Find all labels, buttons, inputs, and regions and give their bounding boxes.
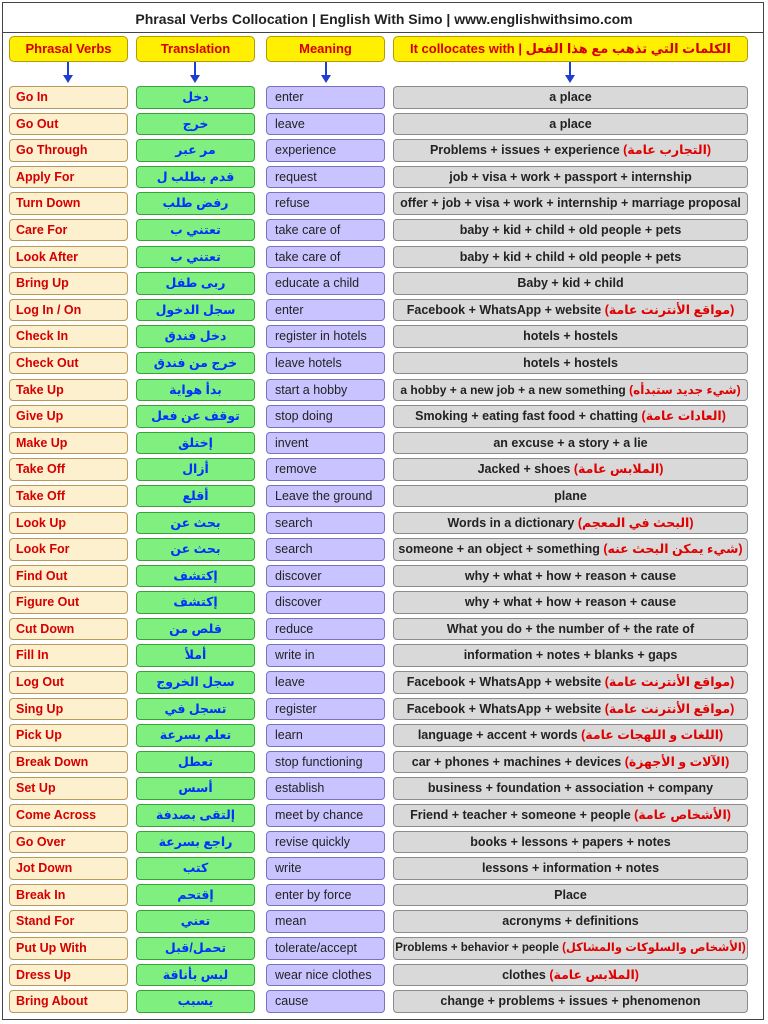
- translation-cell: كتب: [136, 857, 255, 880]
- translation-cell: راجع بسرعة: [136, 831, 255, 854]
- translation-cell: إلتقى بصدفة: [136, 804, 255, 827]
- arrow-down-icon: [62, 62, 74, 84]
- collocation-cell: [393, 272, 748, 295]
- translation-cell: بدأ هواية: [136, 379, 255, 402]
- table-row: [0, 430, 768, 457]
- translation-cell: يسبب: [136, 990, 255, 1013]
- phrasal-verb-cell: Apply For: [9, 166, 128, 189]
- phrasal-verb-cell: Log In / On: [9, 299, 128, 322]
- collocation-cell: [393, 246, 748, 269]
- arabic-note: (مواقع الأنترنت عامة): [601, 701, 735, 716]
- collocation-text: lessons + information + notes: [481, 861, 660, 876]
- meaning-cell: invent: [266, 432, 385, 455]
- meaning-cell: meet by chance: [266, 804, 385, 827]
- collocation-cell: [393, 538, 748, 561]
- collocation-text: Place: [554, 887, 587, 902]
- phrasal-verb-cell: Jot Down: [9, 857, 128, 880]
- translation-cell: أزال: [136, 458, 255, 481]
- collocation-cell: [393, 432, 748, 455]
- collocation-cell: [393, 219, 748, 242]
- phrasal-verb-cell: Go In: [9, 86, 128, 109]
- collocation-text: baby + kid + child + old people + pets: [459, 222, 682, 237]
- meaning-cell: register: [266, 698, 385, 721]
- phrasal-verb-cell: Break In: [9, 884, 128, 907]
- table-row: [0, 882, 768, 909]
- translation-cell: إكتشف: [136, 565, 255, 588]
- phrasal-verb-cell: Break Down: [9, 751, 128, 774]
- header-translation: Translation: [136, 36, 255, 62]
- collocation-text: Jacked + shoes: [477, 462, 571, 477]
- arabic-note: (التجارب عامة): [619, 143, 712, 158]
- arabic-note: (مواقع الأنترنت عامة): [601, 302, 735, 317]
- phrasal-verb-cell: Check Out: [9, 352, 128, 375]
- collocation-cell: [393, 990, 748, 1013]
- collocation-text: hotels + hostels: [523, 329, 618, 344]
- meaning-cell: establish: [266, 777, 385, 800]
- meaning-cell: leave hotels: [266, 352, 385, 375]
- phrasal-verb-cell: Make Up: [9, 432, 128, 455]
- collocation-text: Words in a dictionary: [447, 515, 575, 530]
- collocation-cell: [393, 724, 748, 747]
- meaning-cell: search: [266, 538, 385, 561]
- translation-cell: تعني: [136, 910, 255, 933]
- translation-cell: دخل فندق: [136, 325, 255, 348]
- meaning-cell: cause: [266, 990, 385, 1013]
- table-row: [0, 164, 768, 191]
- arrow-down-icon: [564, 62, 576, 84]
- table-row: [0, 350, 768, 377]
- phrasal-verb-cell: Take Off: [9, 485, 128, 508]
- translation-cell: إقتحم: [136, 884, 255, 907]
- table-row: [0, 483, 768, 510]
- table-row: [0, 642, 768, 669]
- table-row: [0, 536, 768, 563]
- phrasal-verb-cell: Bring Up: [9, 272, 128, 295]
- phrasal-verb-cell: Check In: [9, 325, 128, 348]
- collocation-cell: [393, 139, 748, 162]
- meaning-cell: mean: [266, 910, 385, 933]
- table-row: [0, 908, 768, 935]
- collocation-cell: [393, 192, 748, 215]
- arabic-note: (الملابس عامة): [545, 967, 639, 982]
- collocation-text: Facebook + WhatsApp + website: [406, 701, 602, 716]
- phrasal-verb-cell: Come Across: [9, 804, 128, 827]
- collocation-text: Facebook + WhatsApp + website: [406, 675, 602, 690]
- title-divider: [2, 32, 764, 33]
- arabic-note: (الآلات و الأجهزة): [621, 754, 730, 769]
- collocation-cell: [393, 325, 748, 348]
- translation-cell: تعتني ب: [136, 246, 255, 269]
- table-row: [0, 563, 768, 590]
- collocation-text: change + problems + issues + phenomenon: [440, 994, 701, 1009]
- translation-cell: تعلم بسرعة: [136, 724, 255, 747]
- translation-cell: بحث عن: [136, 512, 255, 535]
- collocation-cell: [393, 166, 748, 189]
- collocation-cell: [393, 831, 748, 854]
- phrasal-verb-cell: Dress Up: [9, 964, 128, 987]
- table-row: [0, 749, 768, 776]
- collocation-text: offer + job + visa + work + internship + marriage proposal: [400, 196, 741, 211]
- collocation-text: information + notes + blanks + gaps: [463, 648, 678, 663]
- table-row: [0, 217, 768, 244]
- table-row: [0, 137, 768, 164]
- meaning-cell: request: [266, 166, 385, 189]
- collocation-text: an excuse + a story + a lie: [493, 435, 648, 450]
- collocation-cell: [393, 777, 748, 800]
- translation-cell: تعتني ب: [136, 219, 255, 242]
- translation-cell: خرج: [136, 113, 255, 136]
- meaning-cell: discover: [266, 591, 385, 614]
- phrasal-verb-cell: Go Through: [9, 139, 128, 162]
- header-collocates: It collocates with | الكلمات التي تذهب مع هذا الفعل: [393, 36, 748, 62]
- phrasal-verb-cell: Take Off: [9, 458, 128, 481]
- phrasal-verb-cell: Figure Out: [9, 591, 128, 614]
- meaning-cell: register in hotels: [266, 325, 385, 348]
- meaning-cell: wear nice clothes: [266, 964, 385, 987]
- table-row: [0, 84, 768, 111]
- collocation-text: plane: [554, 488, 587, 503]
- collocation-text: hotels + hostels: [523, 355, 618, 370]
- translation-cell: أقلع: [136, 485, 255, 508]
- collocation-cell: [393, 884, 748, 907]
- meaning-cell: discover: [266, 565, 385, 588]
- meaning-cell: enter by force: [266, 884, 385, 907]
- phrasal-verb-cell: Stand For: [9, 910, 128, 933]
- meaning-cell: stop functioning: [266, 751, 385, 774]
- table-row: [0, 722, 768, 749]
- translation-cell: أملأ: [136, 644, 255, 667]
- collocation-text: Friend + teacher + someone + people: [410, 808, 631, 823]
- arabic-note: (اللغات و اللهجات عامة): [577, 728, 724, 743]
- table-row: [0, 589, 768, 616]
- table-row: [0, 935, 768, 962]
- translation-cell: سجل الدخول: [136, 299, 255, 322]
- translation-cell: قدم بطلب ل: [136, 166, 255, 189]
- meaning-cell: stop doing: [266, 405, 385, 428]
- meaning-cell: revise quickly: [266, 831, 385, 854]
- collocation-cell: [393, 804, 748, 827]
- phrasal-verb-cell: Cut Down: [9, 618, 128, 641]
- collocation-cell: [393, 618, 748, 641]
- arabic-note: (مواقع الأنترنت عامة): [601, 675, 735, 690]
- collocation-text: why + what + how + reason + cause: [464, 595, 677, 610]
- collocation-cell: [393, 591, 748, 614]
- translation-cell: إكتشف: [136, 591, 255, 614]
- meaning-cell: tolerate/accept: [266, 937, 385, 960]
- collocation-text: Smoking + eating fast food + chatting: [415, 409, 639, 424]
- arrow-down-icon: [189, 62, 201, 84]
- translation-cell: بحث عن: [136, 538, 255, 561]
- arabic-note: (العادات عامة): [638, 409, 726, 424]
- collocation-cell: [393, 352, 748, 375]
- phrasal-verb-cell: Care For: [9, 219, 128, 242]
- table-row: [0, 403, 768, 430]
- collocation-cell: [393, 458, 748, 481]
- translation-cell: إختلق: [136, 432, 255, 455]
- collocation-cell: [393, 379, 748, 402]
- translation-cell: قلص من: [136, 618, 255, 641]
- translation-cell: رفض طلب: [136, 192, 255, 215]
- phrasal-verb-cell: Put Up With: [9, 937, 128, 960]
- table-row: [0, 377, 768, 404]
- collocation-cell: [393, 698, 748, 721]
- translation-cell: سجل الخروج: [136, 671, 255, 694]
- translation-cell: لبس بأناقة: [136, 964, 255, 987]
- phrasal-verb-cell: Give Up: [9, 405, 128, 428]
- phrasal-verb-cell: Look For: [9, 538, 128, 561]
- phrasal-verb-cell: Look After: [9, 246, 128, 269]
- collocation-cell: [393, 299, 748, 322]
- collocation-cell: [393, 512, 748, 535]
- arabic-note: (الأشخاص والسلوكات والمشاكل): [558, 942, 746, 954]
- collocation-text: car + phones + machines + devices: [411, 754, 622, 769]
- translation-cell: ربى طفل: [136, 272, 255, 295]
- header-meaning: Meaning: [266, 36, 385, 62]
- collocation-cell: [393, 113, 748, 136]
- collocation-text: someone + an object + something: [398, 542, 600, 557]
- collocation-text: books + lessons + papers + notes: [470, 834, 671, 849]
- arabic-note: (البحث في المعجم): [574, 515, 694, 530]
- table-row: [0, 829, 768, 856]
- phrasal-verb-cell: Bring About: [9, 990, 128, 1013]
- meaning-cell: educate a child: [266, 272, 385, 295]
- meaning-cell: leave: [266, 113, 385, 136]
- arabic-note: (الأشخاص عامة): [630, 808, 731, 823]
- table-row: [0, 988, 768, 1015]
- collocation-text: business + foundation + association + company: [427, 781, 714, 796]
- meaning-cell: enter: [266, 299, 385, 322]
- translation-cell: خرج من فندق: [136, 352, 255, 375]
- collocation-text: What you do + the number of + the rate of: [446, 621, 695, 636]
- collocation-cell: [393, 751, 748, 774]
- phrasal-verb-cell: Sing Up: [9, 698, 128, 721]
- collocation-text: acronyms + definitions: [502, 914, 639, 929]
- collocation-text: Problems + issues + experience: [429, 143, 620, 158]
- arabic-note: (شيء جديد ستبدأه): [625, 382, 741, 397]
- translation-cell: دخل: [136, 86, 255, 109]
- translation-cell: أسس: [136, 777, 255, 800]
- arabic-note: (شيء يمكن البحث عنه): [599, 542, 743, 557]
- table-row: [0, 669, 768, 696]
- header-phrasal-verbs: Phrasal Verbs: [9, 36, 128, 62]
- collocation-cell: [393, 405, 748, 428]
- table-row: [0, 323, 768, 350]
- meaning-cell: write: [266, 857, 385, 880]
- meaning-cell: take care of: [266, 219, 385, 242]
- collocation-text: language + accent + words: [417, 728, 578, 743]
- table-row: [0, 190, 768, 217]
- meaning-cell: refuse: [266, 192, 385, 215]
- table-row: [0, 962, 768, 989]
- collocation-cell: [393, 86, 748, 109]
- collocation-cell: [393, 937, 748, 960]
- meaning-cell: take care of: [266, 246, 385, 269]
- phrasal-verb-cell: Fill In: [9, 644, 128, 667]
- collocation-cell: [393, 857, 748, 880]
- collocation-text: a place: [549, 116, 592, 131]
- meaning-cell: experience: [266, 139, 385, 162]
- arrow-down-icon: [320, 62, 332, 84]
- collocation-cell: [393, 671, 748, 694]
- table-row: [0, 111, 768, 138]
- collocation-cell: [393, 644, 748, 667]
- collocation-text: baby + kid + child + old people + pets: [459, 249, 682, 264]
- meaning-cell: write in: [266, 644, 385, 667]
- phrasal-verb-cell: Pick Up: [9, 724, 128, 747]
- translation-cell: توقف عن فعل: [136, 405, 255, 428]
- meaning-cell: remove: [266, 458, 385, 481]
- collocation-text: why + what + how + reason + cause: [464, 568, 677, 583]
- collocation-text: job + visa + work + passport + internship: [449, 169, 692, 184]
- translation-cell: تعطل: [136, 751, 255, 774]
- meaning-cell: search: [266, 512, 385, 535]
- phrasal-verb-cell: Look Up: [9, 512, 128, 535]
- collocation-cell: [393, 565, 748, 588]
- meaning-cell: reduce: [266, 618, 385, 641]
- phrasal-verb-cell: Log Out: [9, 671, 128, 694]
- meaning-cell: enter: [266, 86, 385, 109]
- phrasal-verb-cell: Go Over: [9, 831, 128, 854]
- phrasal-verb-cell: Take Up: [9, 379, 128, 402]
- translation-cell: تحمل/قبل: [136, 937, 255, 960]
- collocation-text: Baby + kid + child: [517, 276, 624, 291]
- collocation-cell: [393, 485, 748, 508]
- table-row: [0, 297, 768, 324]
- table-row: [0, 244, 768, 271]
- table-row: [0, 456, 768, 483]
- phrasal-verb-cell: Set Up: [9, 777, 128, 800]
- collocation-cell: [393, 964, 748, 987]
- meaning-cell: leave: [266, 671, 385, 694]
- phrasal-verb-cell: Turn Down: [9, 192, 128, 215]
- collocation-text: a place: [549, 90, 592, 104]
- table-row: [0, 775, 768, 802]
- table-row: [0, 696, 768, 723]
- collocation-cell: [393, 910, 748, 933]
- table-row: [0, 855, 768, 882]
- table-row: [0, 510, 768, 537]
- meaning-cell: Leave the ground: [266, 485, 385, 508]
- table-row: [0, 802, 768, 829]
- arabic-note: (الملابس عامة): [570, 462, 664, 477]
- page-title: Phrasal Verbs Collocation | English With Simo | www.englishwithsimo.com: [135, 11, 633, 27]
- collocation-text: a hobby + a new job + a new something: [400, 382, 626, 397]
- table-row: [0, 616, 768, 643]
- collocation-table: [0, 84, 768, 1015]
- meaning-cell: start a hobby: [266, 379, 385, 402]
- meaning-cell: learn: [266, 724, 385, 747]
- phrasal-verb-cell: Go Out: [9, 113, 128, 136]
- collocation-text: Facebook + WhatsApp + website: [406, 302, 602, 317]
- phrasal-verb-cell: Find Out: [9, 565, 128, 588]
- translation-cell: تسجل في: [136, 698, 255, 721]
- translation-cell: مر عبر: [136, 139, 255, 162]
- table-row: [0, 270, 768, 297]
- collocation-text: Problems + behavior + people: [395, 942, 559, 954]
- collocation-text: clothes: [502, 967, 546, 982]
